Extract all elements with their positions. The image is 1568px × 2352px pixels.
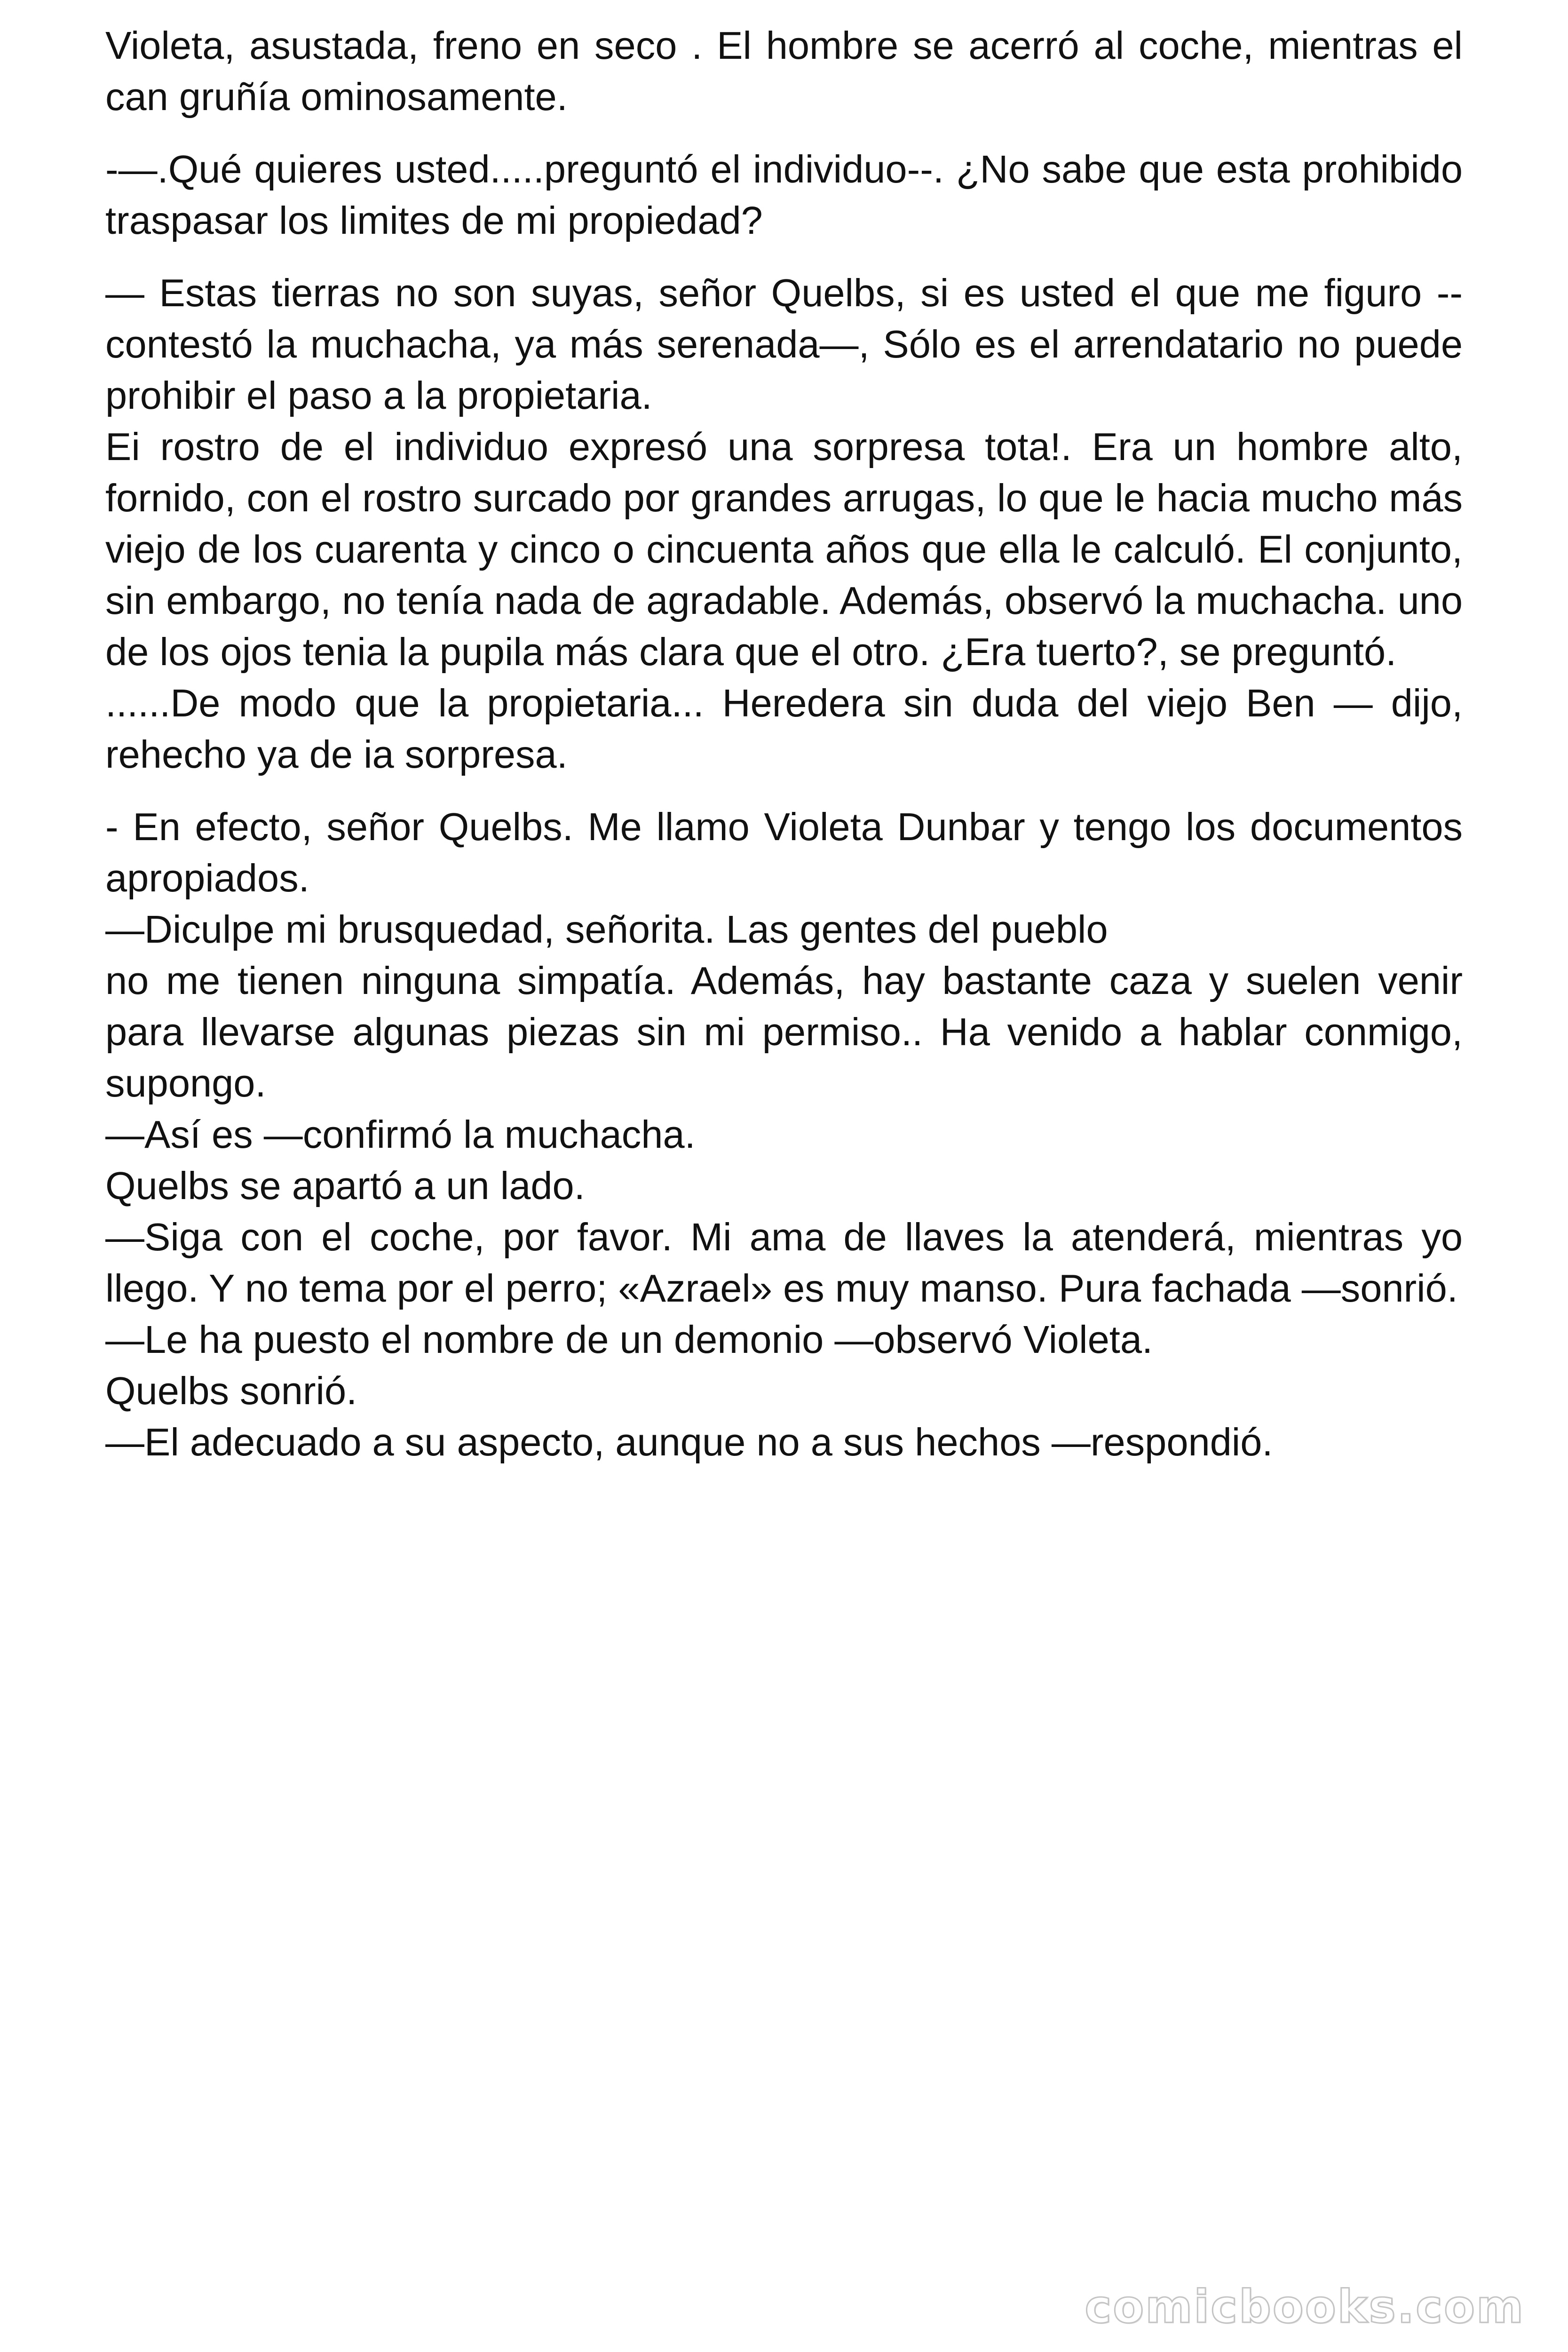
- paragraph-2: -—.Qué quieres usted.....preguntó el individuo--. ¿No sabe que esta prohibido traspasar los limites de mi propiedad?: [105, 147, 1463, 242]
- paragraph-14: —El adecuado a su aspecto, aunque no a sus hechos —respondió.: [105, 1420, 1273, 1464]
- paragraph-12: —Le ha puesto el nombre de un demonio —observó Violeta.: [105, 1318, 1153, 1361]
- paragraph-8: no me tienen ninguna simpatía. Además, hay bastante caza y suelen venir para llevarse algunas piezas sin mi permiso.. Ha venido a hablar conmigo, supongo.: [105, 959, 1463, 1105]
- paragraph-11: —Siga con el coche, por favor. Mi ama de llaves la atenderá, mientras yo llego. Y no tema por el perro; «Azrael» es muy manso. Pura fachada —sonrió.: [105, 1215, 1463, 1310]
- paragraph-7: —Diculpe mi brusquedad, señorita. Las gentes del pueblo: [105, 907, 1108, 951]
- paragraph-1: Violeta, asustada, freno en seco . El hombre se acerró al coche, mientras el can gruñía ominosamente.: [105, 24, 1463, 119]
- paragraph-13: Quelbs sonrió.: [105, 1369, 357, 1413]
- paragraph-10: Quelbs se apartó a un lado.: [105, 1164, 585, 1208]
- paragraph-6: - En efecto, señor Quelbs. Me llamo Violeta Dunbar y tengo los documentos apropiados.: [105, 805, 1463, 900]
- paragraph-3: — Estas tierras no son suyas, señor Quelbs, si es usted el que me figuro --contestó la muchacha, ya más serenada—, Sólo es el arrendatario no puede prohibir el paso a la propietaria.: [105, 271, 1463, 417]
- paragraph-9: —Así es —confirmó la muchacha.: [105, 1112, 696, 1156]
- document-page: [105, 20, 1463, 1468]
- paragraph-4: Ei rostro de el individuo expresó una sorpresa tota!. Era un hombre alto, fornido, con el rostro surcado por grandes arrugas, lo que le hacia mucho más viejo de los cuarenta y cinco o cincuenta años que ella le calculó. El conjunto, sin embargo, no tenía nada de agradable. Además, observó la muchacha. uno de los ojos tenia la pupila más clara que el otro. ¿Era tuerto?, se preguntó.: [105, 425, 1463, 674]
- watermark-logo: comicbooks.com: [1085, 2280, 1525, 2333]
- paragraph-5: ......De modo que la propietaria... Heredera sin duda del viejo Ben — dijo, rehecho ya de ia sorpresa.: [105, 681, 1463, 776]
